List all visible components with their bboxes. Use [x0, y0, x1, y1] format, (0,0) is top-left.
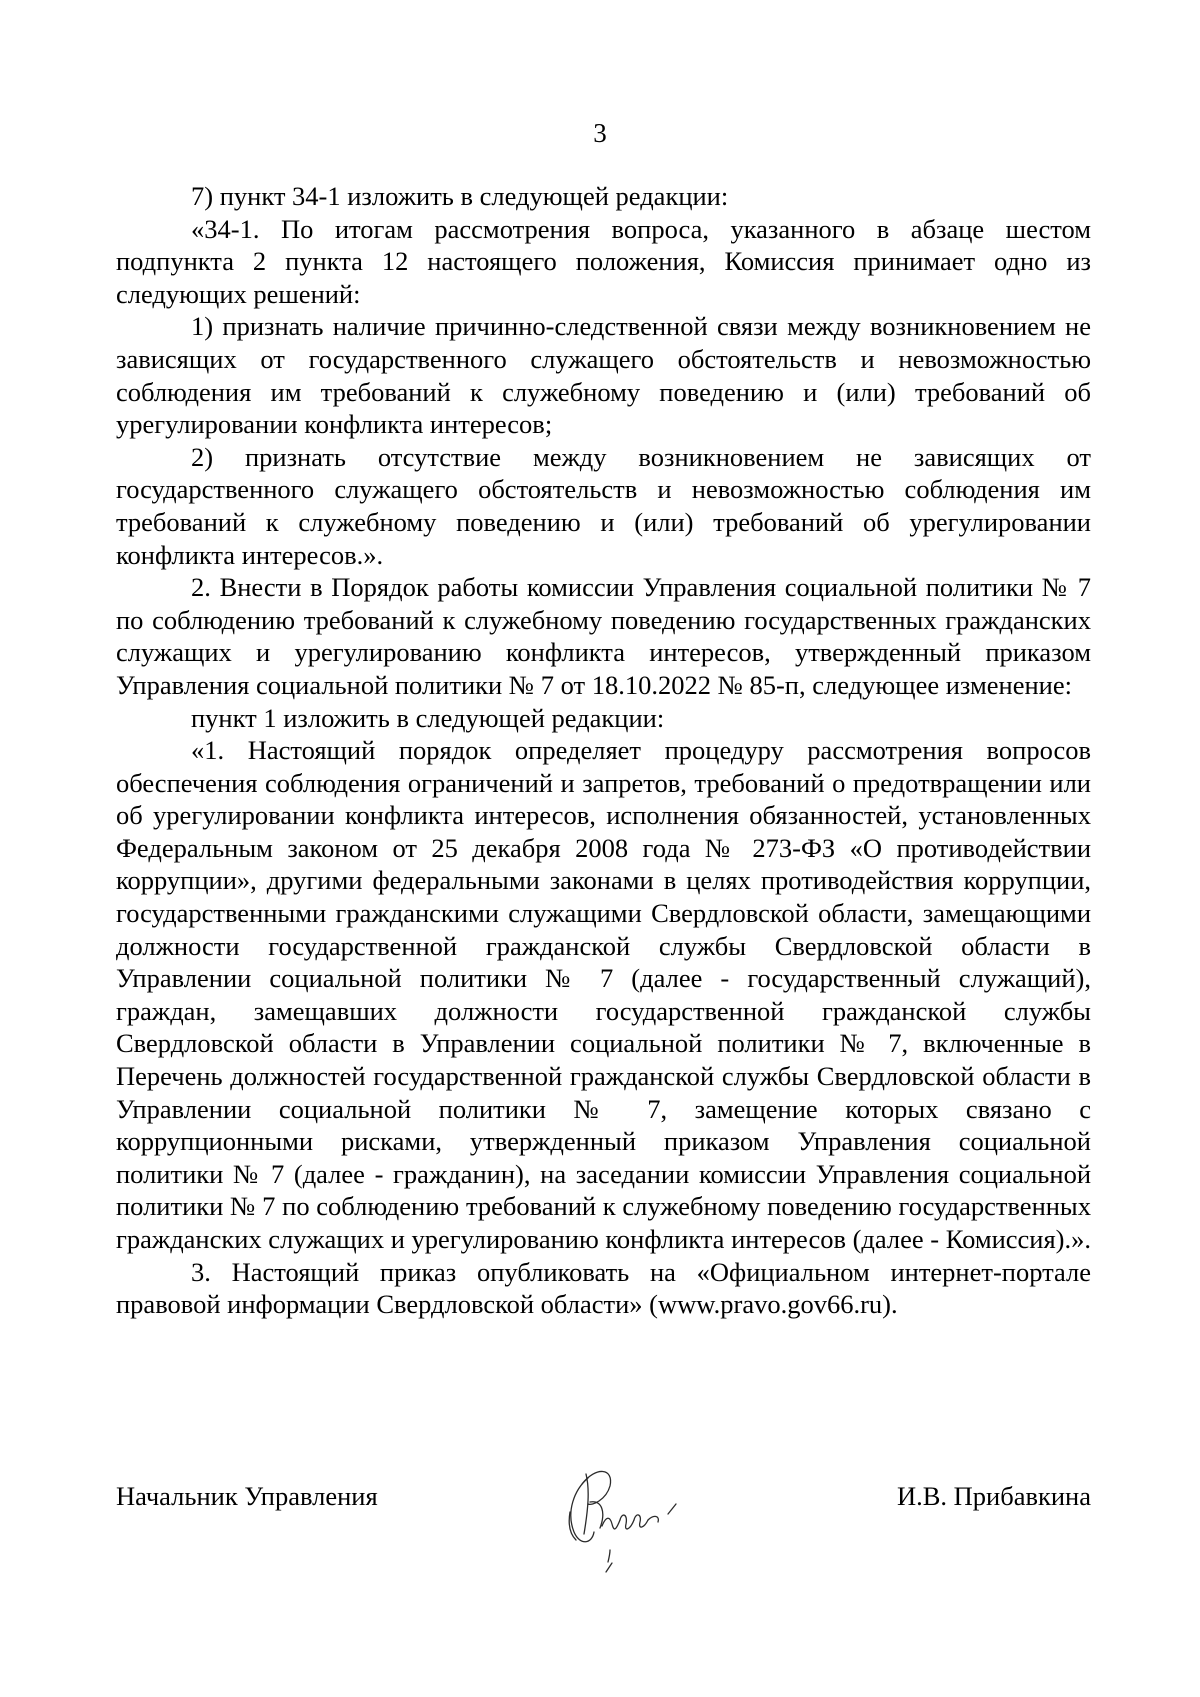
signatory-name: И.В. Прибавкина	[896, 1481, 1091, 1511]
paragraph-item-7: 7) пункт 34-1 изложить в следующей редакции:	[191, 181, 729, 211]
signatory-title: Начальник Управления	[116, 1481, 378, 1511]
paragraph-point-34-1: «34-1. По итогам рассмотрения вопроса, указанного в абзаце шестом подпункта 2 пункта 12 настоящего положения, Комиссия принимает одно из следующих решений:	[116, 213, 1091, 309]
paragraph-section-3: 3. Настоящий приказ опубликовать на «Официальном интернет-портале правовой информации Свердловской области» (www.pravo.gov66.ru).	[116, 1256, 1091, 1320]
page-number: 3	[593, 118, 607, 148]
paragraph-decision-1: 1) признать наличие причинно-следственной связи между возникновением не зависящих от государственного служащего обстоятельств и невозможностью соблюдения им требований к служебному поведению и (или) требований об урегулировании конфликта интересов;	[116, 311, 1091, 440]
signature-block	[116, 1455, 1091, 1575]
document-body	[116, 180, 1091, 1321]
paragraph-section-2: 2. Внести в Порядок работы комиссии Управления социальной политики № 7 по соблюдению требований к служебному поведению государственных гражданских служащих и урегулированию конфликта интересов, утвержденный приказом Управления социальной политики № 7 от 18.10.2022 № 85-п, следующее изменение:	[116, 572, 1091, 700]
paragraph-decision-2: 2) признать отсутствие между возникновением не зависящих от государственного служащего обстоятельств и невозможностью соблюдения им требований к служебному поведению и (или) требований об урегулировании конфликта интересов.».	[116, 441, 1091, 570]
paragraph-point-1-intro: пункт 1 изложить в следующей редакции:	[191, 702, 665, 733]
paragraph-point-1-text: «1. Настоящий порядок определяет процедуру рассмотрения вопросов обеспечения соблюдения ограничений и запретов, требований о предотвращении или об урегулировании конфликта интересов, исполнения обязанностей, установленных Федеральным законом от 25 декабря 2008 года № 273-ФЗ «О противодействии коррупции», другими федеральными законами в целях противодействия коррупции, государственными гражданскими служащими Свердловской области, замещающими должности государственной гражданской службы Свердловской области в Управлении социальной политики № 7 (далее - государственный служащий), граждан, замещавших должности государственной гражданской службы Свердловской области в Управлении социальной политики № 7, включенные в Перечень должностей государственной гражданской службы Свердловской области в Управлении социальной политики № 7, замещение которых связано с коррупционными рисками, утвержденный приказом Управления социальной политики № 7 (далее - гражданин), на заседании комиссии Управления социальной политики № 7 по соблюдению требований к служебному поведению государственных гражданских служащих и урегулированию конфликта интересов (далее - Комиссия).».	[116, 735, 1091, 1254]
handwritten-signature	[544, 1450, 714, 1580]
